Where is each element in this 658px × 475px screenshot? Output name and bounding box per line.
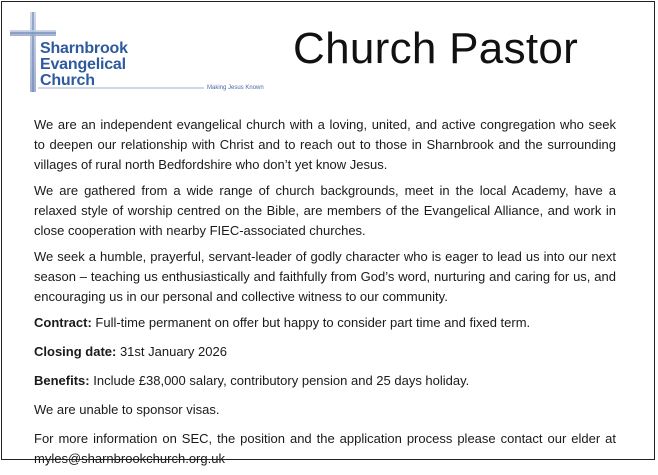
benefits-text: Include £38,000 salary, contributory pension and 25 days holiday. <box>89 373 470 388</box>
contact-paragraph: For more information on SEC, the position and the application process please contact our elder at myles@sharnbrookchurch.org.uk <box>34 431 616 466</box>
benefits-line <box>34 371 616 391</box>
advert-body <box>34 115 616 475</box>
logo-text-line-3: Church <box>40 72 95 89</box>
contract-line <box>34 313 616 333</box>
intro-paragraph: We are an independent evangelical church with a loving, united, and active congregation who seek to deepen our relationship with Christ and to reach out to those in Sharnbrook and the surrounding villages of rural north Bedfordshire who don’t yet know Jesus. <box>34 117 616 172</box>
logo-text-line-2: Evangelical <box>40 56 126 73</box>
contract-label: Contract: <box>34 315 92 330</box>
visa-notice: We are unable to sponsor visas. <box>34 402 220 417</box>
logo-text-line-1: Sharnbrook <box>40 40 128 57</box>
benefits-label: Benefits: <box>34 373 90 388</box>
background-paragraph: We are gathered from a wide range of church backgrounds, meet in the local Academy, have a relaxed style of worship centred on the Bible, are members of the Evangelical Alliance, and work in close cooperation with nearby FIEC-associated churches. <box>34 183 616 238</box>
logo-tagline: Making Jesus Known <box>207 85 264 91</box>
role-paragraph: We seek a humble, prayerful, servant-leader of godly character who is eager to lead us into our next season – teaching us enthusiastically and faithfully from God’s word, nurturing and caring for us, and encouraging us in our personal and collective witness to our community. <box>34 249 616 304</box>
closing-date-label: Closing date: <box>34 344 117 359</box>
closing-date-text: 31st January 2026 <box>116 344 227 359</box>
page-title: Church Pastor <box>293 24 579 73</box>
contract-text: Full-time permanent on offer but happy to consider part time and fixed term. <box>91 315 531 330</box>
closing-date-line <box>34 342 616 362</box>
church-logo <box>8 10 270 96</box>
advert-frame <box>1 1 655 466</box>
